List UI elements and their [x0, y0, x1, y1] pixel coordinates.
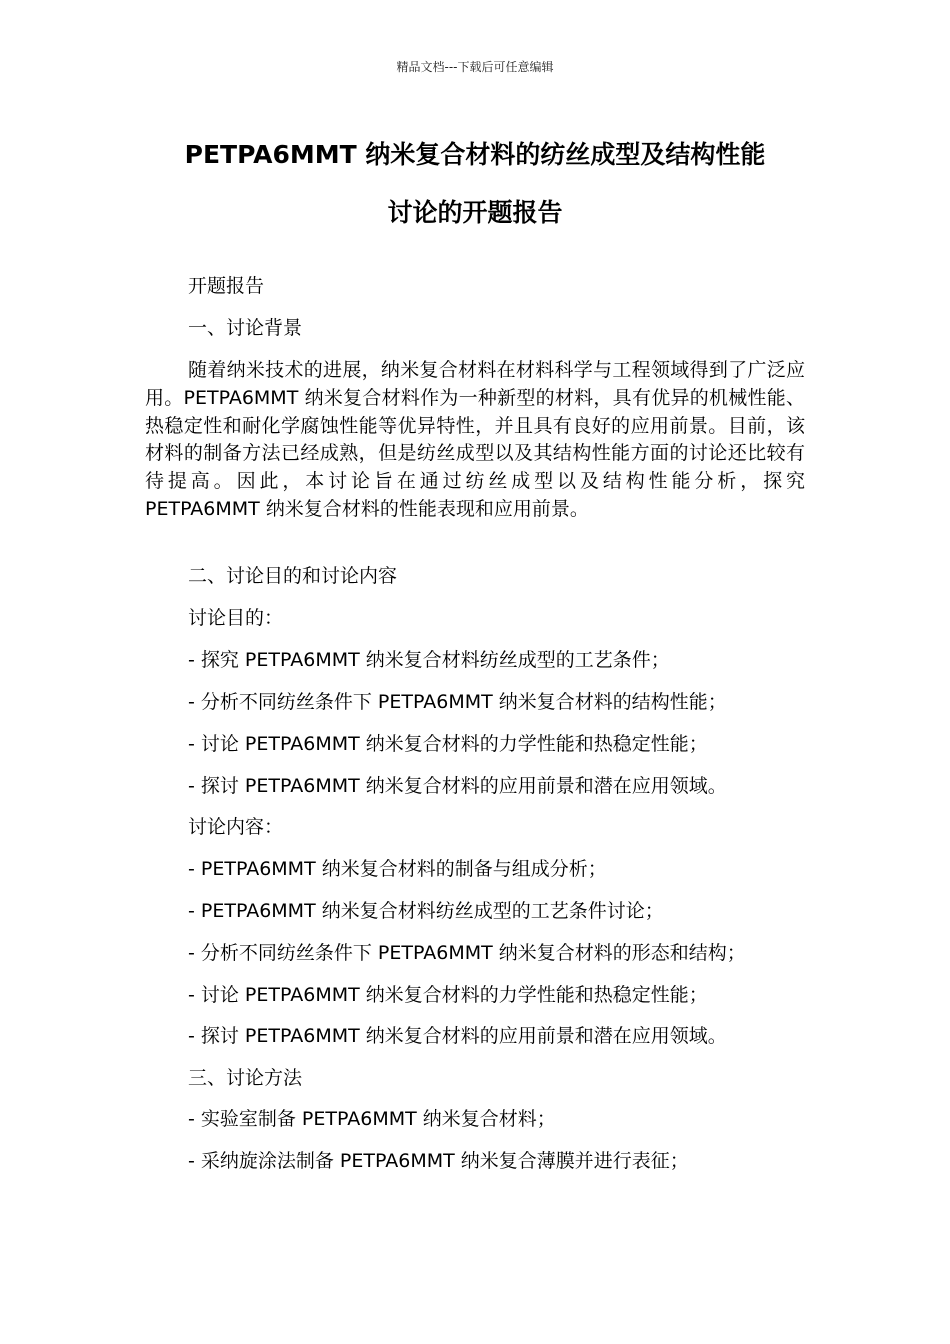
list-item: - 讨论 PETPA6MMT 纳米复合材料的力学性能和热稳定性能；	[188, 984, 708, 1006]
list-item: - 讨论 PETPA6MMT 纳米复合材料的力学性能和热稳定性能；	[188, 733, 708, 755]
background-paragraph: 随着纳米技术的进展，纳米复合材料在材料科学与工程领域得到了广泛应用。PETPA6MMT 纳米复合材料作为一种新型的材料，具有优异的机械性能、热稳定性和耐化学腐蚀性能等优异特性，并且具有良好的应用前景。目前，该材料的制备方法已经成熟，但是纺丝成型以及其结构性能方面的讨论还比较有待提高。因此，本讨论旨在通过纺丝成型以及结构性能分析，探究 PETPA6MMT 纳米复合材料的性能表现和应用前景。	[145, 359, 805, 520]
list-item: - PETPA6MMT 纳米复合材料的制备与组成分析；	[188, 858, 607, 880]
purpose-label: 讨论目的：	[188, 607, 284, 629]
section-1-heading: 一、讨论背景	[188, 317, 303, 339]
header-note: 精品文档---下载后可任意编辑	[396, 60, 554, 74]
list-item: - 探讨 PETPA6MMT 纳米复合材料的应用前景和潜在应用领域。	[188, 775, 727, 797]
list-item: - 分析不同纺丝条件下 PETPA6MMT 纳米复合材料的结构性能；	[188, 691, 727, 713]
section-3-heading: 三、讨论方法	[188, 1067, 303, 1089]
list-item: - 探讨 PETPA6MMT 纳米复合材料的应用前景和潜在应用领域。	[188, 1025, 727, 1047]
section-2-heading: 二、讨论目的和讨论内容	[188, 565, 398, 587]
report-label: 开题报告	[188, 275, 265, 297]
list-item: - 分析不同纺丝条件下 PETPA6MMT 纳米复合材料的形态和结构；	[188, 942, 746, 964]
list-item: - 实验室制备 PETPA6MMT 纳米复合材料；	[188, 1108, 556, 1130]
title-line-2: 讨论的开题报告	[387, 198, 563, 227]
content-label: 讨论内容：	[188, 816, 284, 838]
list-item: - 采纳旋涂法制备 PETPA6MMT 纳米复合薄膜并进行表征；	[188, 1150, 689, 1172]
list-item: - PETPA6MMT 纳米复合材料纺丝成型的工艺条件讨论；	[188, 900, 664, 922]
title-line-1: PETPA6MMT 纳米复合材料的纺丝成型及结构性能	[184, 140, 766, 169]
list-item: - 探究 PETPA6MMT 纳米复合材料纺丝成型的工艺条件；	[188, 649, 670, 671]
